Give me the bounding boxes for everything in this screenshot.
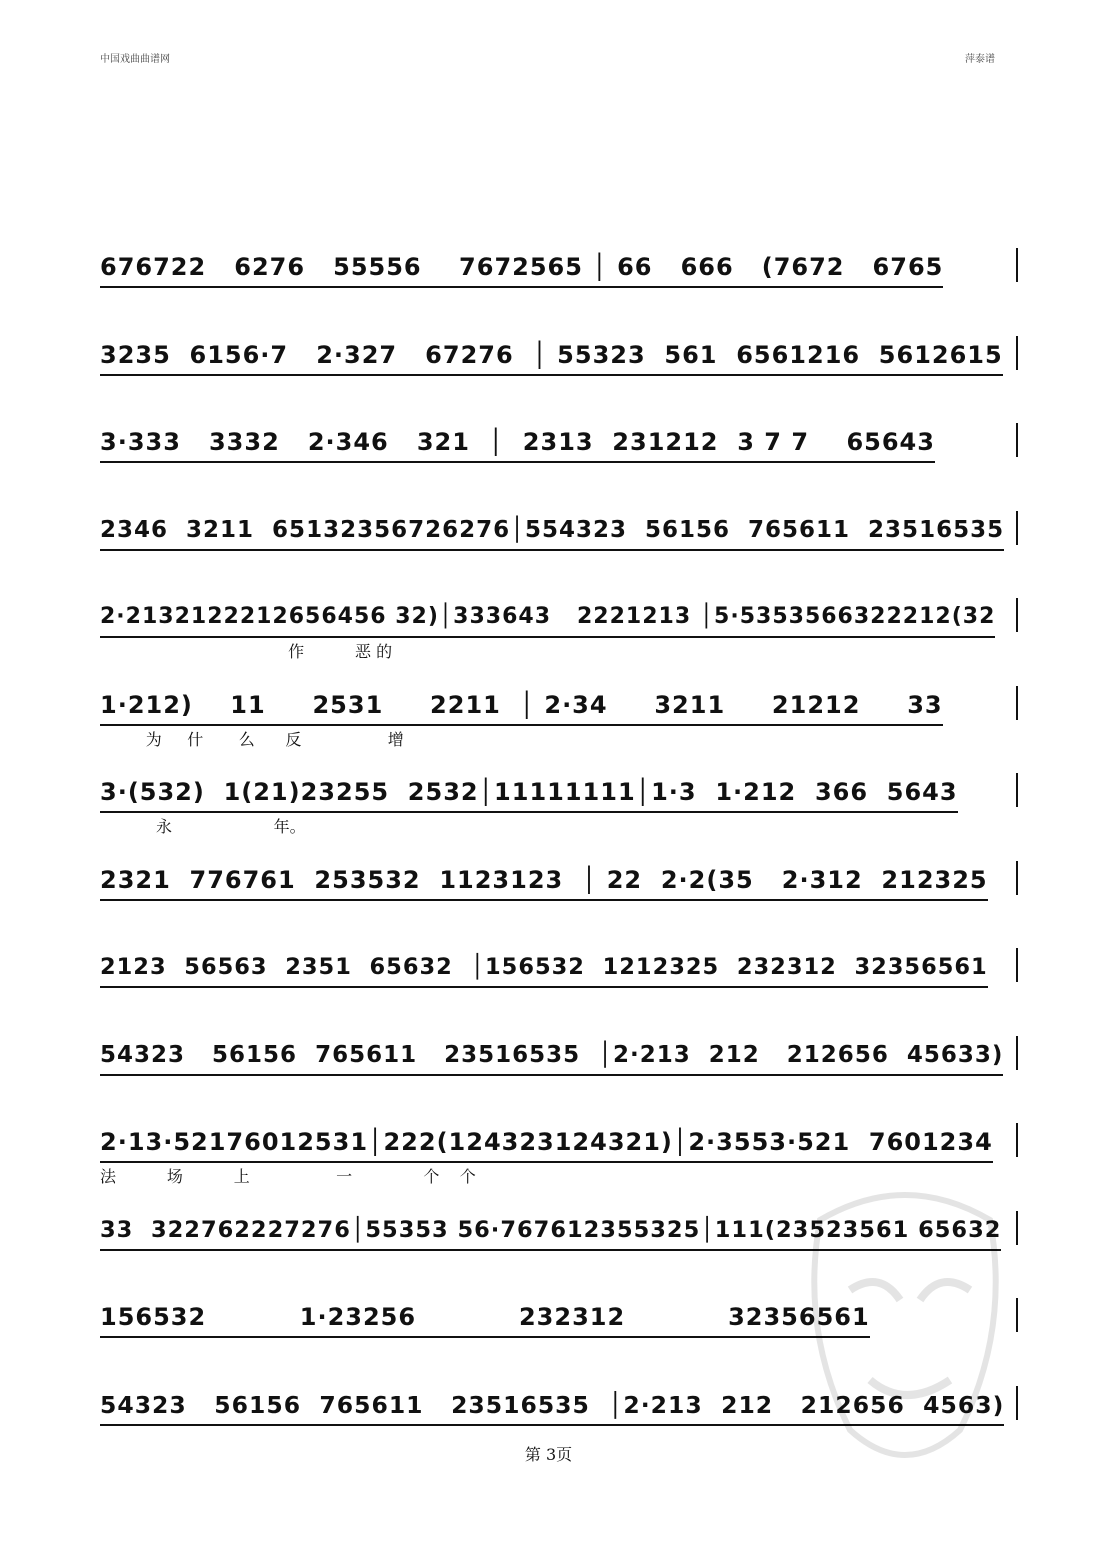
notation-text: 2346 3211 65132356726276│554323 56156 765611 23516535 bbox=[100, 513, 1004, 551]
opera-mask-watermark bbox=[790, 1180, 1020, 1480]
score-line bbox=[100, 863, 1018, 923]
barline bbox=[1016, 511, 1018, 545]
lyrics-text: 为 什 么 反 增 bbox=[100, 729, 404, 749]
score-line bbox=[100, 688, 1018, 748]
barline bbox=[1016, 423, 1018, 457]
notation-text: 2123 56563 2351 65632 │156532 1212325 232312 32356561 bbox=[100, 950, 988, 988]
notation-text: 676722 6276 55556 7672565 │ 66 666 (7672 6765 bbox=[100, 250, 943, 288]
notation-text: 54323 56156 765611 23516535 │2·213 212 212656 45633) bbox=[100, 1038, 1003, 1076]
notation-text: 54323 56156 765611 23516535 │2·213 212 212656 4563) bbox=[100, 1388, 1004, 1426]
score-line bbox=[100, 950, 1018, 1010]
notation-text: 33 322762227276│55353 56·767612355325│111(23523561 65632 bbox=[100, 1213, 1001, 1251]
score-line bbox=[100, 775, 1018, 835]
score-line bbox=[100, 513, 1018, 573]
notation-text: 2321 776761 253532 1123123 │ 22 2·2(35 2·312 212325 bbox=[100, 863, 988, 901]
notation-text: 2·2132122212656456 32)│333643 2221213 │5·5353566322212(32 bbox=[100, 600, 995, 638]
score-line bbox=[100, 600, 1018, 660]
notation-text: 1·212) 11 2531 2211 │ 2·34 3211 21212 33 bbox=[100, 688, 943, 726]
lyrics-text: 法 场 上 一 个 个 bbox=[100, 1167, 476, 1186]
barline bbox=[1016, 248, 1018, 282]
barline bbox=[1016, 598, 1018, 632]
barline bbox=[1016, 773, 1018, 807]
score-line bbox=[100, 338, 1018, 398]
lyrics-text: 作 恶 的 bbox=[100, 642, 393, 661]
barline bbox=[1016, 861, 1018, 895]
notation-text: 3·333 3332 2·346 321 │ 2313 231212 3 7 7 65643 bbox=[100, 425, 935, 463]
notation-text: 156532 1·23256 232312 32356561 bbox=[100, 1300, 870, 1338]
score-line bbox=[100, 1125, 1018, 1185]
score-line bbox=[100, 250, 1018, 310]
lyrics-text: 永 年。 bbox=[100, 817, 306, 836]
site-name: 中国戏曲曲谱网 bbox=[100, 54, 170, 65]
notation-text: 3235 6156·7 2·327 67276 │ 55323 561 6561216 5612615 bbox=[100, 338, 1003, 376]
barline bbox=[1016, 1123, 1018, 1157]
notation-text: 3·(532) 1(21)23255 2532│11111111│1·3 1·212 366 5643 bbox=[100, 775, 958, 813]
transcriber-name: 萍泰谱 bbox=[965, 54, 995, 65]
score-line bbox=[100, 425, 1018, 485]
notation-text: 2·13·52176012531│222(124323124321)│2·3553·521 7601234 bbox=[100, 1125, 993, 1163]
score-line bbox=[100, 1038, 1018, 1098]
barline bbox=[1016, 948, 1018, 982]
barline bbox=[1016, 1036, 1018, 1070]
barline bbox=[1016, 336, 1018, 370]
barline bbox=[1016, 686, 1018, 720]
page-number: 第 3页 bbox=[524, 1445, 573, 1464]
